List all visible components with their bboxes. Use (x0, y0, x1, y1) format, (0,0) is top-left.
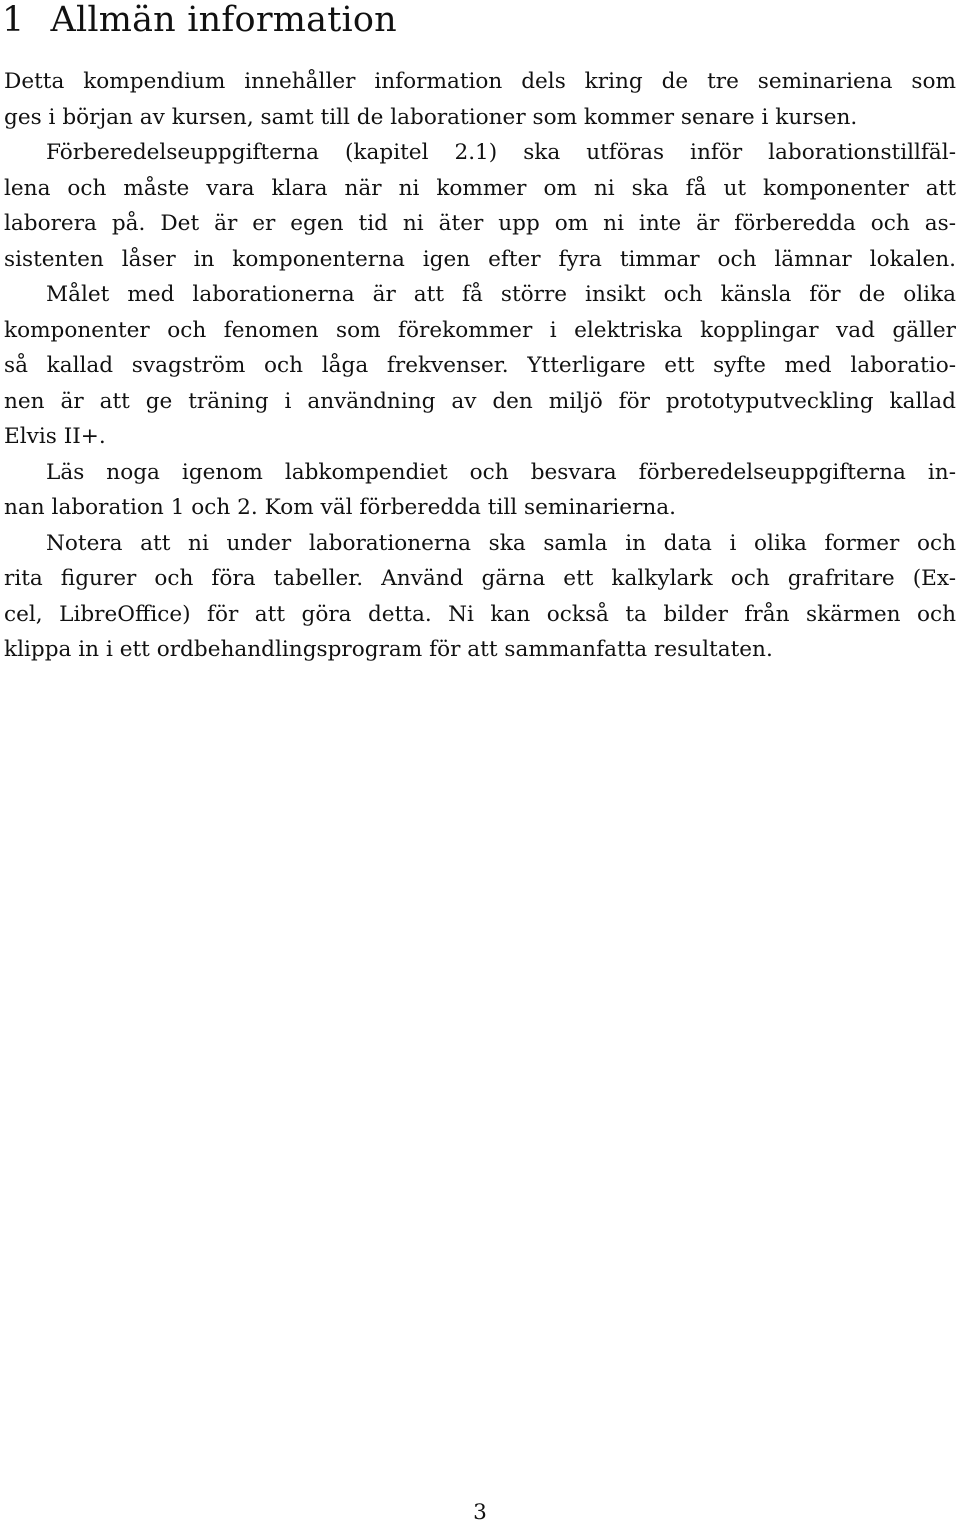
text-line: ges i början av kursen, samt till de laborationer som kommer senare i kursen. (4, 104, 858, 130)
text-line: cel, LibreOffice) för att göra detta. Ni kan också ta bilder från skärmen och (4, 601, 956, 627)
text-line: Målet med laborationerna är att få större insikt och känsla för de olika (46, 282, 956, 307)
text-line: Notera att ni under laborationerna ska samla in data i olika former och (46, 530, 956, 556)
text-line: så kallad svagström och låga frekvenser. Ytterligare ett syfte med laboratio- (4, 353, 956, 378)
text-line: sistenten låser in komponenterna igen efter fyra timmar och lämnar lokalen. (4, 246, 956, 272)
text-line: laborera på. Det är er egen tid ni äter upp om ni inte är förberedda och as- (4, 211, 956, 236)
text-line: klippa in i ett ordbehandlingsprogram för att sammanfatta resultaten. (4, 637, 773, 662)
text-line: nan laboration 1 och 2. Kom väl förberedda till seminarierna. (4, 495, 677, 520)
page-number: 3 (473, 1500, 487, 1525)
section-heading (2, 0, 397, 40)
body-text (4, 64, 956, 668)
text-line: Detta kompendium innehåller information dels kring de tre seminariena som (4, 69, 956, 94)
text-line: Elvis II+. (4, 424, 106, 449)
text-line: Läs noga igenom labkompendiet och besvara förberedelseuppgifterna in- (46, 459, 956, 485)
text-line: Förberedelseuppgifterna (kapitel 2.1) ska utföras inför laborationstillfäl- (46, 140, 956, 165)
text-line: lena och måste vara klara när ni kommer om ni ska få ut komponenter att (4, 175, 956, 201)
text-line: komponenter och fenomen som förekommer i elektriska kopplingar vad gäller (4, 317, 956, 343)
section-number: 1 (2, 0, 25, 40)
text-line: rita figurer och föra tabeller. Använd gärna ett kalkylark och grafritare (Ex- (4, 566, 956, 591)
section-title: Allmän information (50, 0, 397, 40)
text-line: nen är att ge träning i användning av den miljö för prototyputveckling kallad (4, 388, 956, 414)
